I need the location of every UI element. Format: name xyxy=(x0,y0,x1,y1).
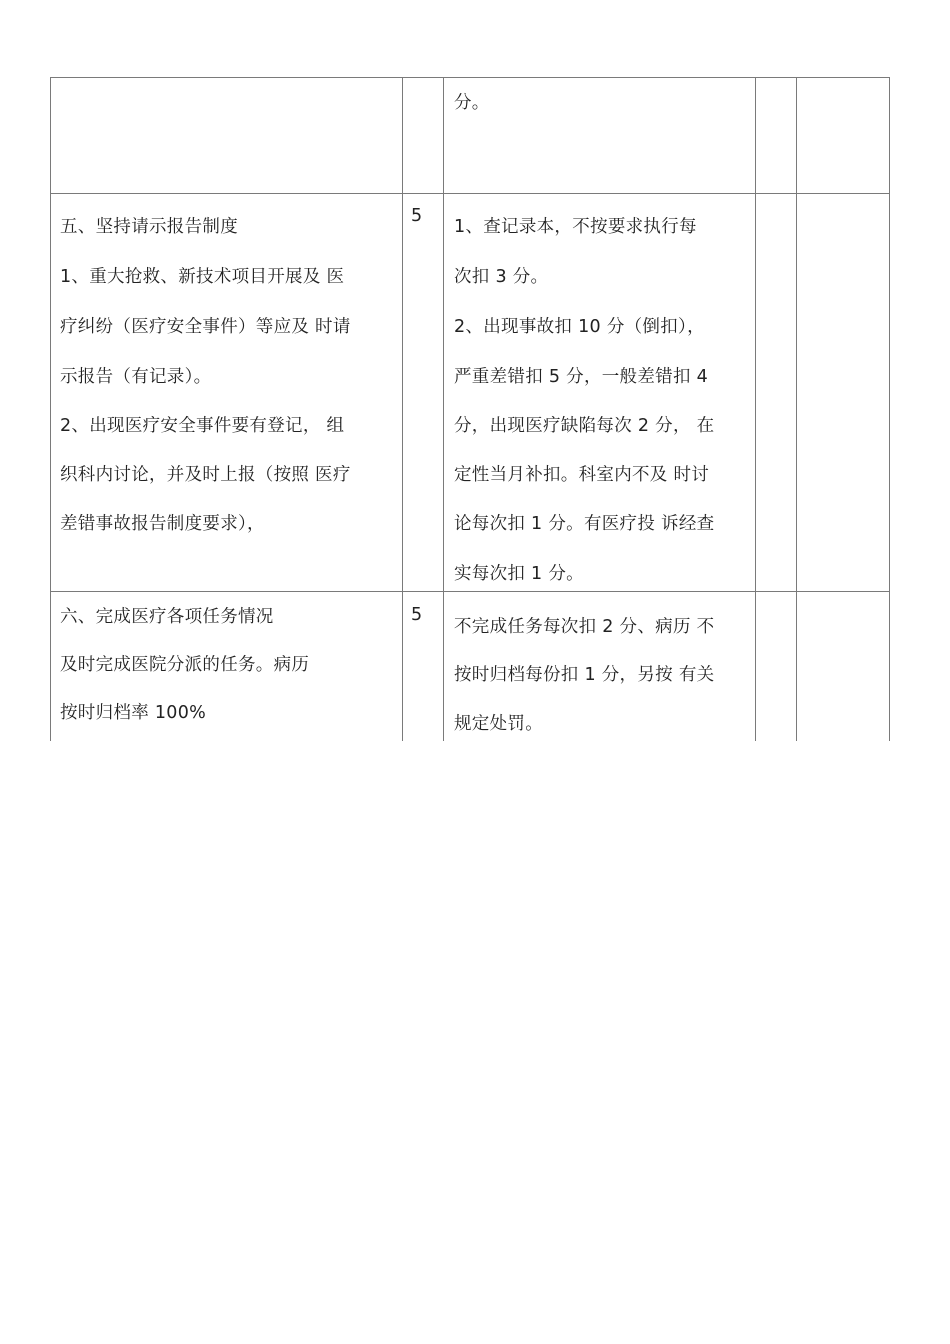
criteria-line: 分。 xyxy=(454,93,490,113)
scoring-table xyxy=(50,77,890,741)
criteria-line: 2、出现事故扣 10 分（倒扣）， xyxy=(454,317,705,337)
table-row xyxy=(50,77,890,193)
criteria-line: 不完成任务每次扣 2 分、病历 不 xyxy=(454,617,715,637)
item-line: 六、完成医疗各项任务情况 xyxy=(60,607,274,627)
table-row xyxy=(50,591,890,741)
item-line: 示报告（有记录）。 xyxy=(60,367,212,387)
criteria-line: 1、查记录本，不按要求执行每 xyxy=(454,217,697,237)
item-line: 按时归档率 100% xyxy=(60,703,207,723)
table-row xyxy=(50,193,890,591)
item-line: 1、重大抢救、新技术项目开展及 医 xyxy=(60,267,345,287)
item-line: 差错事故报告制度要求）， xyxy=(60,514,265,534)
item-line: 织科内讨论，并及时上报（按照 医疗 xyxy=(60,465,351,485)
score-cell: 5 xyxy=(411,605,423,625)
item-line: 疗纠纷（医疗安全事件）等应及 时请 xyxy=(60,317,351,337)
item-line: 及时完成医院分派的任务。病历 xyxy=(60,655,310,675)
criteria-line: 实每次扣 1 分。 xyxy=(454,564,584,584)
criteria-line: 次扣 3 分。 xyxy=(454,267,549,287)
score-cell: 5 xyxy=(411,206,423,226)
criteria-line: 论每次扣 1 分。有医疗投 诉经查 xyxy=(454,514,715,534)
item-line: 2、出现医疗安全事件要有登记， 组 xyxy=(60,416,345,436)
criteria-line: 规定处罚。 xyxy=(454,714,543,734)
criteria-line: 分，出现医疗缺陷每次 2 分， 在 xyxy=(454,416,715,436)
criteria-line: 严重差错扣 5 分，一般差错扣 4 xyxy=(454,367,709,387)
item-line: 五、坚持请示报告制度 xyxy=(60,217,238,237)
criteria-line: 定性当月补扣。科室内不及 时讨 xyxy=(454,465,710,485)
criteria-line: 按时归档每份扣 1 分，另按 有关 xyxy=(454,665,715,685)
